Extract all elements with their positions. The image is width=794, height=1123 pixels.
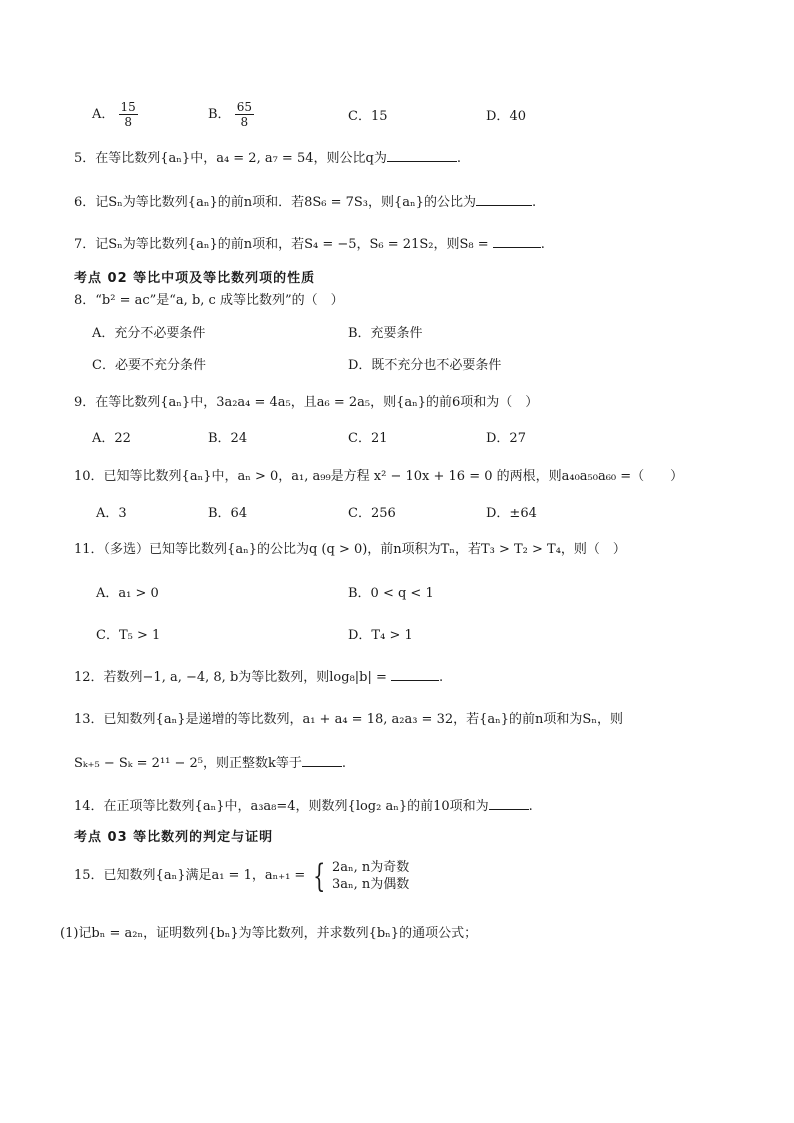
answer-blank[interactable] <box>476 193 532 206</box>
q8-option-d[interactable]: D．既不充分也不必要条件 <box>348 358 502 373</box>
q8-option-c[interactable]: C．必要不充分条件 <box>92 358 206 373</box>
section-heading-2: 考点 02 等比中项及等比数列项的性质 <box>74 271 316 286</box>
q10-option-b[interactable]: B．64 <box>208 506 248 521</box>
question-13-line1: 13．已知数列{aₙ}是递增的等比数列，a₁ + a₄ = 18, a₂a₃ = 32，若{aₙ}的前n项和为Sₙ，则 <box>74 712 623 727</box>
q4-option-d: D．40 <box>486 109 526 124</box>
question-13-line2: Sₖ₊₅ − Sₖ = 2¹¹ − 2⁵，则正整数k等于 . <box>74 756 347 771</box>
answer-blank[interactable] <box>493 235 541 248</box>
question-5: 5．在等比数列{aₙ}中，a₄ = 2, a₇ = 54，则公比q为 . <box>74 151 461 166</box>
q4-option-a: A． $\frac{15}{8}$ <box>92 100 136 129</box>
answer-blank[interactable] <box>302 754 342 767</box>
q9-option-c[interactable]: C．21 <box>348 431 388 446</box>
q9-option-b[interactable]: B．24 <box>208 431 248 446</box>
q11-option-d[interactable]: D．T₄ > 1 <box>348 628 413 643</box>
q10-option-a[interactable]: A．3 <box>96 506 127 521</box>
question-9-stem: 9．在等比数列{aₙ}中，3a₂a₄ = 4a₅，且a₆ = 2a₅，则{aₙ}的前6项和为（ ） <box>74 395 539 410</box>
q9-option-a[interactable]: A．22 <box>92 431 131 446</box>
answer-blank[interactable] <box>391 668 439 681</box>
question-15-part1: (1)记bₙ = a₂ₙ，证明数列{bₙ}为等比数列，并求数列{bₙ}的通项公式； <box>60 926 478 941</box>
section-heading-3: 考点 03 等比数列的判定与证明 <box>74 830 274 845</box>
question-11-stem: 11．（多选）已知等比数列{aₙ}的公比为q (q > 0)，前n项积为Tₙ，若T₃ > T₂ > T₄，则（ ） <box>74 542 626 557</box>
question-15-stem: 15．已知数列{aₙ}满足a₁ = 1，aₙ₊₁ = { 2aₙ, n为奇数 3aₙ, n为偶数 <box>74 856 410 895</box>
question-14: 14．在正项等比数列{aₙ}中，a₃a₈=4，则数列{log₂ aₙ}的前10项和为 . <box>74 799 533 814</box>
left-brace-icon: { <box>313 856 326 895</box>
answer-blank[interactable] <box>489 797 529 810</box>
q10-option-d[interactable]: D．±64 <box>486 506 537 521</box>
q10-option-c[interactable]: C．256 <box>348 506 396 521</box>
fraction: $\frac{65}{8}$ <box>236 100 252 129</box>
q8-option-b[interactable]: B．充要条件 <box>348 326 423 341</box>
q11-option-c[interactable]: C．T₅ > 1 <box>96 628 161 643</box>
question-12: 12．若数列−1, a, −4, 8, b为等比数列，则log₈|b| = . <box>74 670 444 685</box>
q9-option-d[interactable]: D．27 <box>486 431 526 446</box>
fraction: $\frac{15}{8}$ <box>120 100 136 129</box>
q11-option-a[interactable]: A．a₁ > 0 <box>96 586 159 601</box>
question-10-stem: 10．已知等比数列{aₙ}中，aₙ > 0，a₁, a₉₉是方程 x² − 10x + 16 = 0 的两根，则a₄₀a₅₀a₆₀ =（ ） <box>74 469 684 484</box>
answer-blank[interactable] <box>387 149 457 162</box>
question-7: 7．记Sₙ为等比数列{aₙ}的前n项和，若S₄ = −5，S₆ = 21S₂，则S₈ = . <box>74 237 545 252</box>
q8-option-a[interactable]: A．充分不必要条件 <box>92 326 206 341</box>
question-6: 6．记Sₙ为等比数列{aₙ}的前n项和．若8S₆ = 7S₃，则{aₙ}的公比为 . <box>74 195 537 210</box>
q4-option-b: B． $\frac{65}{8}$ <box>208 100 252 129</box>
question-8-stem: 8．“b² = ac”是“a, b, c 成等比数列”的（ ） <box>74 293 344 308</box>
q11-option-b[interactable]: B．0 < q < 1 <box>348 586 434 601</box>
piecewise-cases: 2aₙ, n为奇数 3aₙ, n为偶数 <box>331 859 410 892</box>
q4-option-c: C．15 <box>348 109 388 124</box>
